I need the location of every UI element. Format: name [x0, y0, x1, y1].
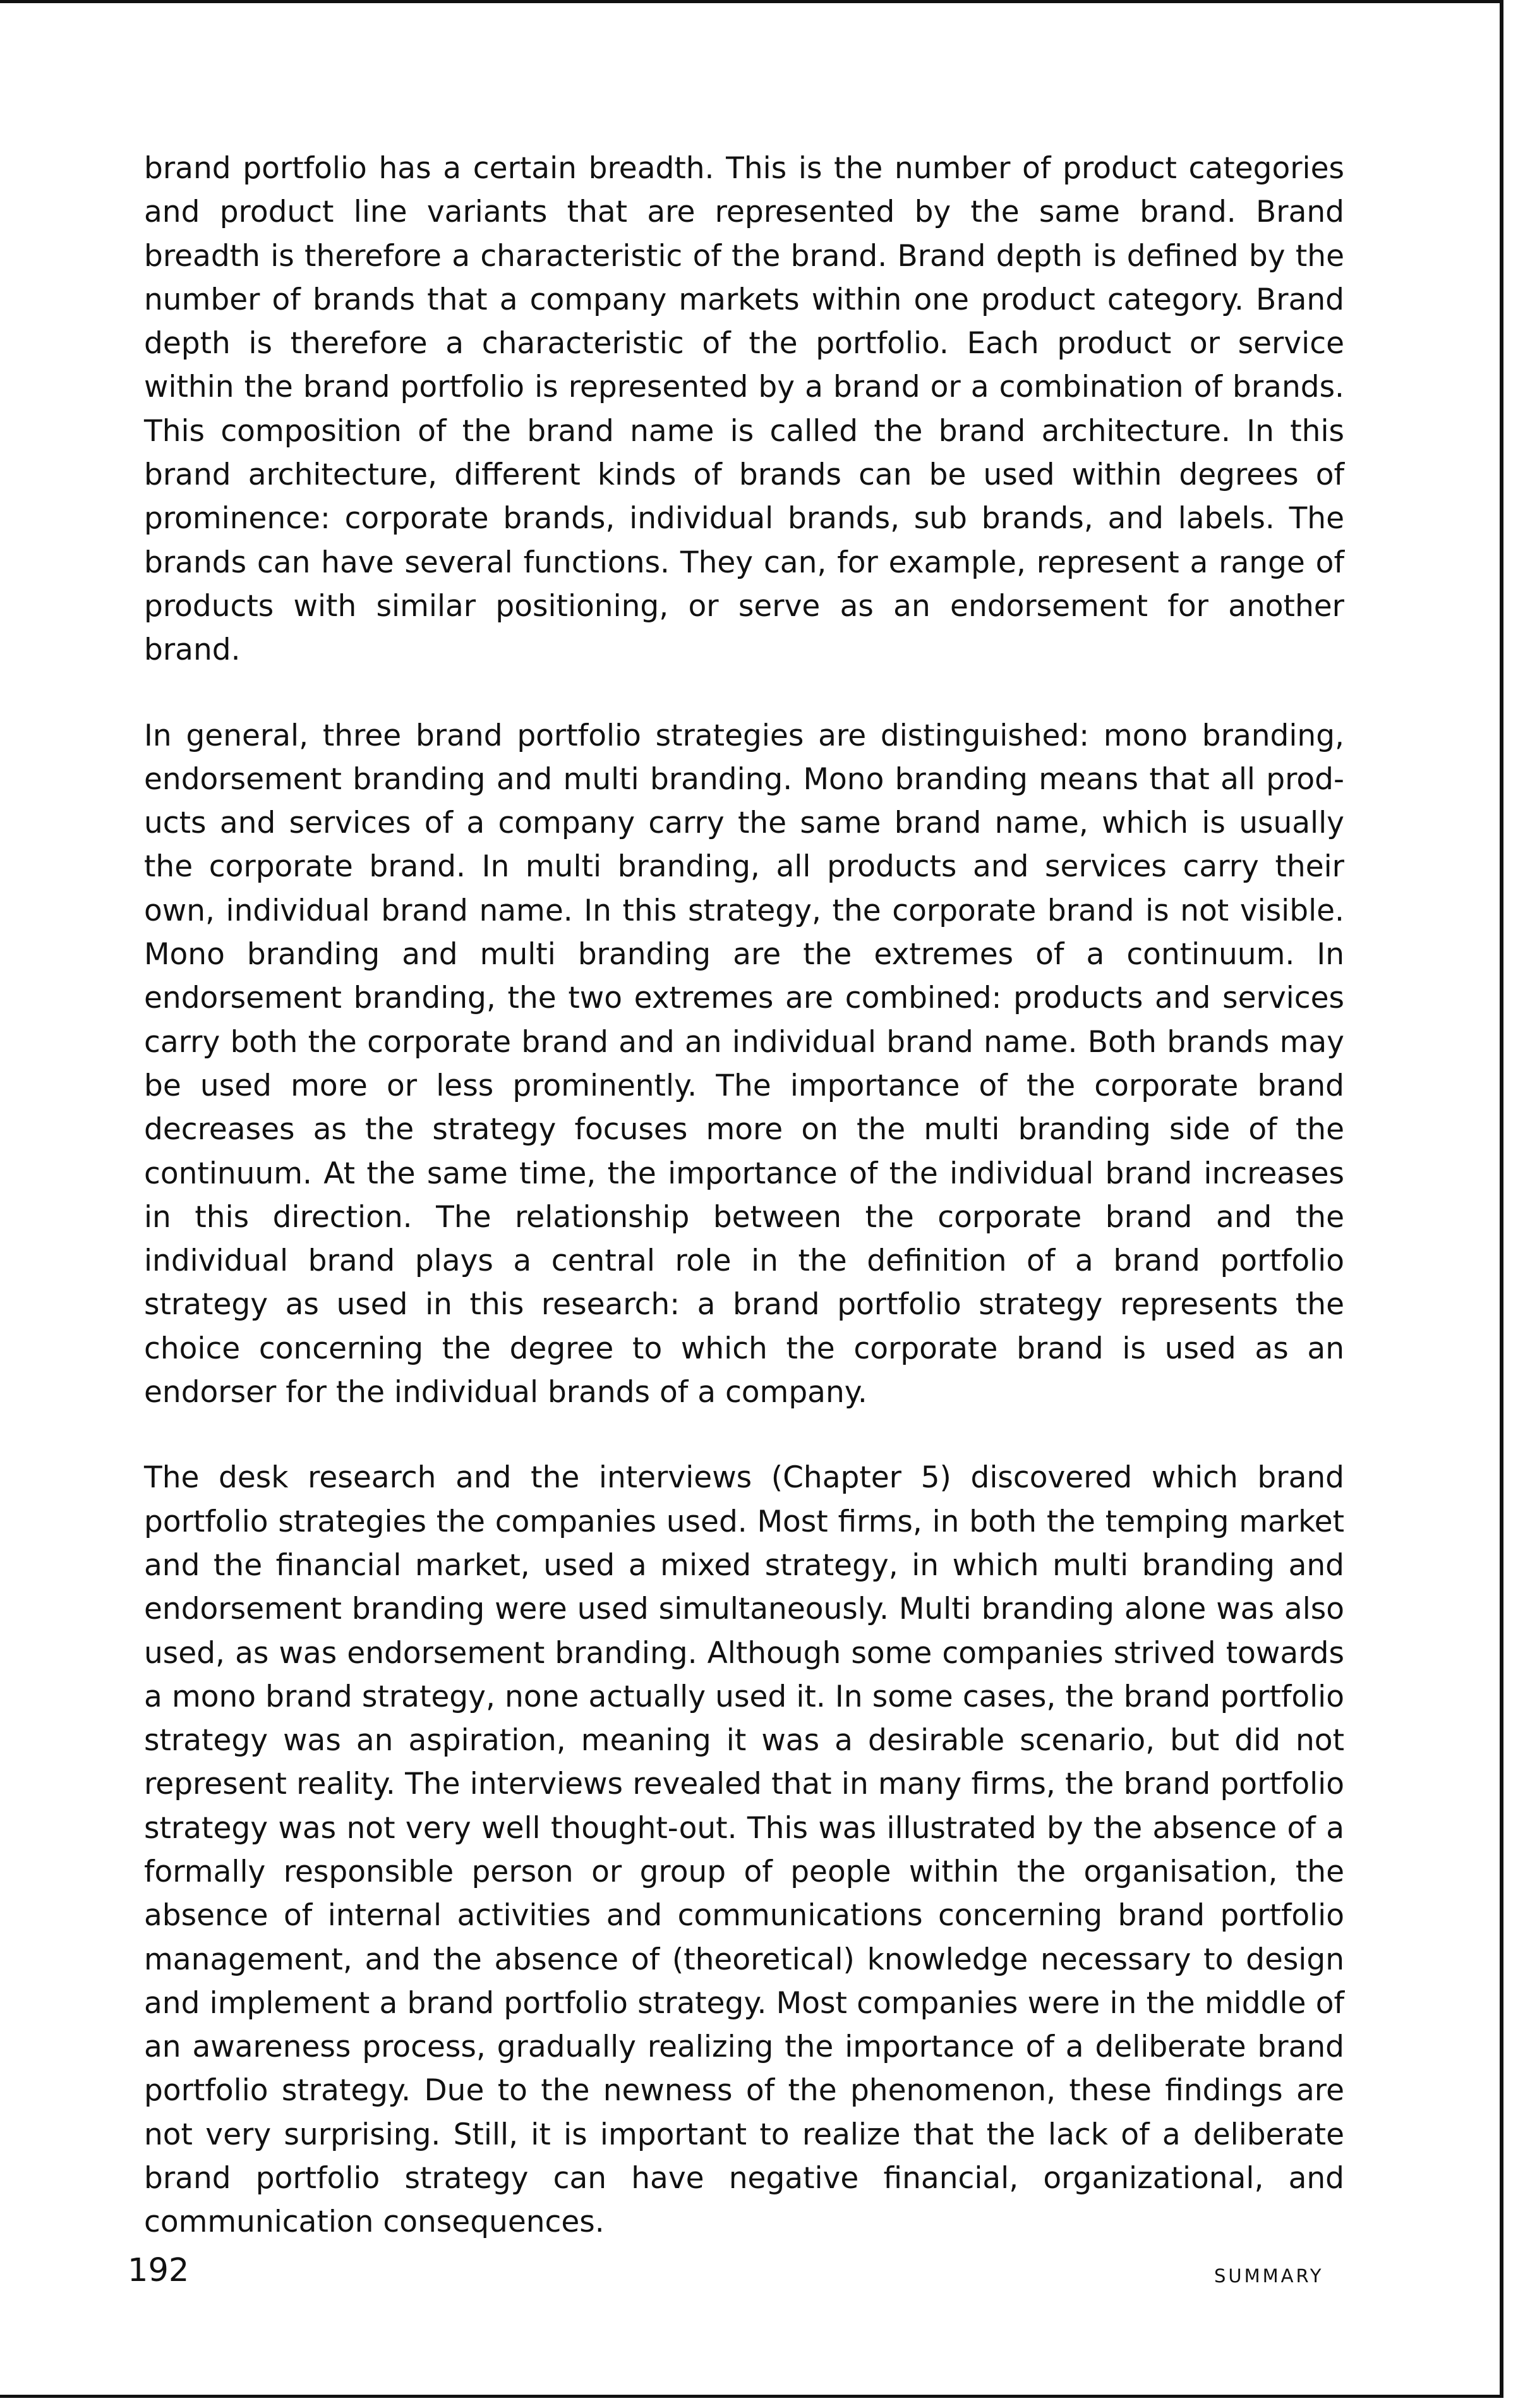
- body-text: [144, 147, 1344, 2244]
- paragraph-brand-architecture: brand portfolio has a certain breadth. This is the number of product categories and product line variants that are represented by the same brand. Brand breadth is therefore a characteristic of the brand. Brand depth is defined by the number of brands that a company markets within one product category. Brand depth is therefore a characteristic of the portfolio. Each product or service within the brand portfolio is represented by a brand or a combination of brands. This composition of the brand name is called the brand architecture. In this brand architecture, different kinds of brands can be used within degrees of prominence: corporate brands, individual brands, sub brands, and labels. The brands can have several functions. They can, for example, represent a range of products with similar positioning, or serve as an endorsement for another brand.: [144, 151, 1344, 668]
- paragraph-research-findings: The desk research and the interviews (Chapter 5) discovered which brand portfolio strategies the companies used. Most firms, in both the temping market and the financial market, used a mixed strategy, in which multi branding and endorsement branding were used simultaneously. Multi branding alone was also used, as was endorsement branding. Although some companies strived towards a mono brand strategy, none actually used it. In some cases, the brand portfolio strategy was an aspiration, meaning it was a desirable scenario, but did not represent reality. The interviews revealed that in many firms, the brand portfolio strategy was not very well thought-out. This was illustrated by the absence of a formally responsible person or group of people within the organisation, the absence of internal activities and communications concerning brand portfolio management, and the absence of (theoretical) knowledge necessary to design and implement a brand portfolio strategy. Most companies were in the middle of an awareness process, gradually realizing the importance of a deliberate brand portfolio strategy. Due to the newness of the phenomenon, these findings are not very surprising. Still, it is important to realize that the lack of a deliberate brand portfolio strategy can have negative financial, organizational, and communication consequences.: [144, 1460, 1344, 2240]
- running-footer-section: SUMMARY: [1214, 2265, 1324, 2287]
- page-number: 192: [128, 2252, 190, 2289]
- paragraph-portfolio-strategies: In general, three brand portfolio strategies are distinguished: mono branding, endorsement branding and multi branding. Mono branding means that all products and services of a company carry the same brand name, which is usually the corporate brand. In multi branding, all products and services carry their own, individual brand name. In this strategy, the corporate brand is not visible. Mono branding and multi branding are the extremes of a continuum. In endorsement branding, the two extremes are combined: products and services carry both the corporate brand and an individual brand name. Both brands may be used more or less prominently. The importance of the corporate brand decreases as the strategy focuses more on the multi branding side of the continuum. At the same time, the importance of the individual brand increases in this direction. The relationship between the corporate brand and the individual brand plays a central role in the definition of a brand portfolio strategy as used in this research: a brand portfolio strategy represents the choice concerning the degree to which the corporate brand is used as an endorser for the individual brands of a company.: [144, 718, 1344, 1410]
